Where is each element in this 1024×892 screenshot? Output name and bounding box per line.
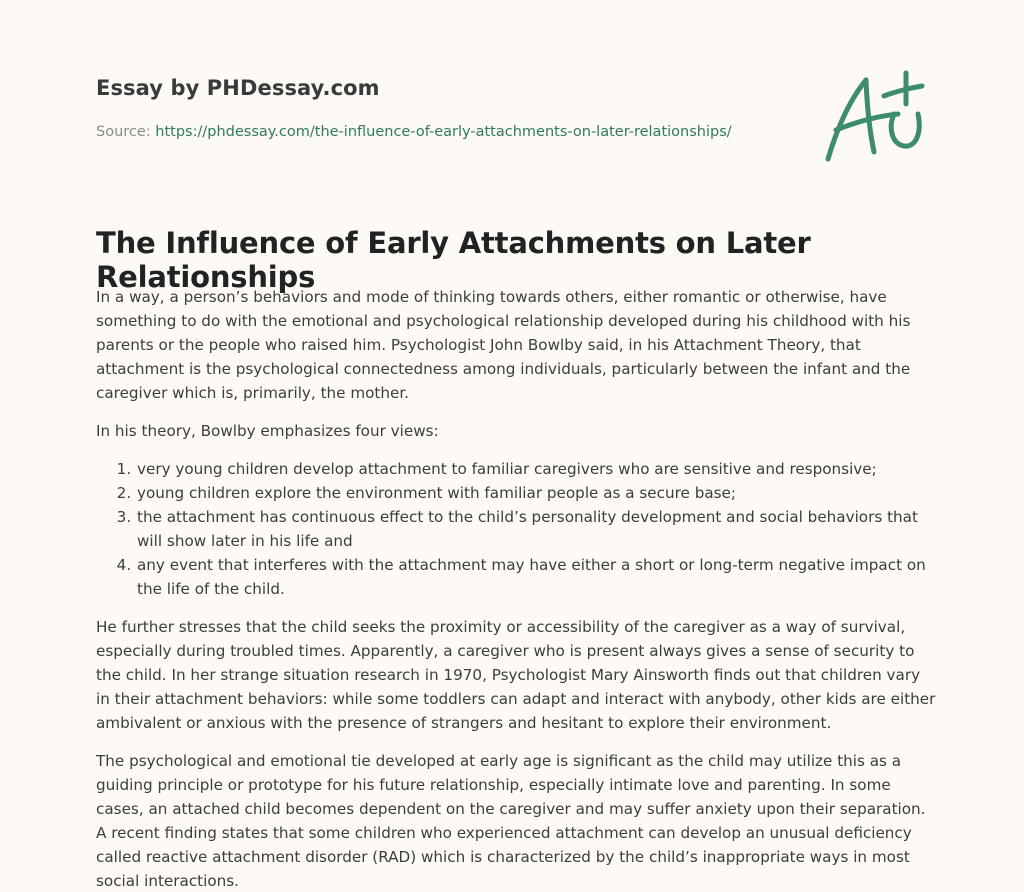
essay-body	[96, 285, 936, 892]
paragraph: In a way, a person’s behaviors and mode of thinking towards others, either romantic or otherwise, have something to do with the emotional and psychological relationship developed during his childhood with his parents or the people who raised him. Psychologist John Bowlby said, in his Attachment Theory, that attachment is the psychological connectedness among individuals, particularly between the infant and the caregiver which is, primarily, the mother.	[96, 288, 911, 402]
list-item: 4. any event that interferes with the attachment may have either a short or long-term negative impact on the life of the child.	[136, 553, 936, 601]
source-line	[96, 124, 732, 140]
paragraph: He further stresses that the child seeks the proximity or accessibility of the caregiver as a way of survival, especially during troubled times. Apparently, a caregiver who is present always gives a sense of security to the child. In her strange situation research in 1970, Psychologist Mary Ainsworth finds out that children vary in their attachment behaviors: while some toddlers can adapt and interact with anybody, other kids are either ambivalent or anxious with the presence of strangers and hesitant to explore their environment.	[96, 618, 936, 732]
source-label: Source:	[96, 124, 156, 140]
brand-title: Essay by PHDessay.com	[96, 76, 380, 100]
paragraph: The psychological and emotional tie developed at early age is significant as the child may utilize this as a guiding principle or prototype for his future relationship, especially intimate love and parenting. In some cases, an attached child becomes dependent on the caregiver and may suffer anxiety upon their separation. A recent finding states that some children who experienced attachment can develop an unusual deficiency called reactive attachment disorder (RAD) which is characterized by the child’s inappropriate ways in most social interactions.	[96, 752, 926, 890]
essay-title: The Influence of Early Attachments on Later Relationships	[96, 226, 811, 294]
site-header	[96, 0, 928, 200]
source-link[interactable]: https://phdessay.com/the-influence-of-early-attachments-on-later-relationships/	[155, 124, 732, 140]
bowlby-views-list	[96, 457, 936, 601]
list-item: 1. very young children develop attachment to familiar caregivers who are sensitive and responsive;	[136, 457, 936, 481]
list-item: 2. young children explore the environment with familiar people as a secure base;	[136, 481, 936, 505]
list-item: 3. the attachment has continuous effect to the child’s personality development and social behaviors that will show later in his life and	[136, 505, 936, 553]
paragraph: In his theory, Bowlby emphasizes four views:	[96, 422, 439, 440]
a-plus-logo-icon	[822, 66, 928, 166]
